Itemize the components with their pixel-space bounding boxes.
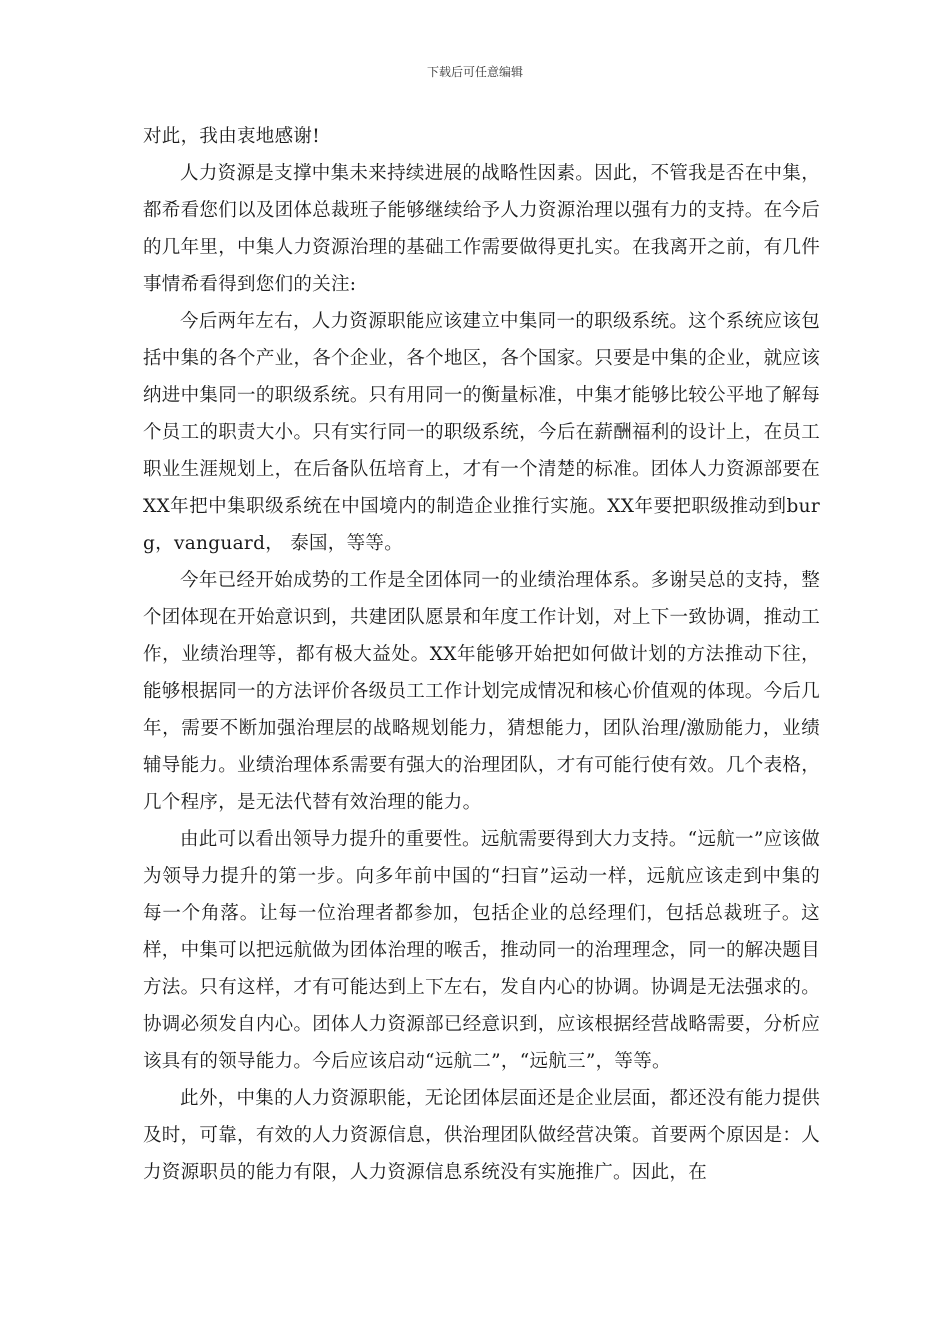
paragraph-thanks: 对此，我由衷地感谢! [143,126,320,147]
paragraph-hr-strategy: 人力资源是支撑中集未来持续进展的战略性因素。因此，不管我是否在中集，都希看您们以及团体总裁班子能够继续给予人力资源治理以强有力的支持。在今后的几年里，中集人力资源治理的基础工作需要做得更扎实。在我离开之前，有几件事情希看得到您们的关注: [143,163,820,295]
paragraph-performance-management: 今年已经开始成势的工作是全团体同一的业绩治理体系。多谢吴总的支持，整个团体现在开始意识到，共建团队愿景和年度工作计划，对上下一致协调，推动工作，业绩治理等，都有极大益处。XX年能够开始把如何做计划的方法推动下往，能够根据同一的方法评价各级员工工作计划完成情况和核心价值观的体现。今后几年，需要不断加强治理层的战略规划能力，猜想能力，团队治理/激励能力，业绩辅导能力。业绩治理体系需要有强大的治理团队，才有可能行使有效。几个表格，几个程序，是无法代替有效治理的能力。 [143,570,820,813]
document-body [143,118,820,1191]
paragraph-leadership: 由此可以看出领导力提升的重要性。远航需要得到大力支持。“远航一”应该做为领导力提升的第一步。向多年前中国的“扫盲”运动一样，远航应该走到中集的每一个角落。让每一位治理者都参加，包括企业的总经理们，包括总裁班子。这样，中集可以把远航做为团体治理的喉舌，推动同一的治理理念，同一的解决题目方法。只有这样，才有可能达到上下左右，发自内心的协调。协调是无法强求的。协调必须发自内心。团体人力资源部已经意识到，应该根据经营战略需要，分析应该具有的领导能力。今后应该启动“远航二”，“远航三”，等等。 [143,829,820,1072]
page-header: 下载后可任意编辑 [426,65,523,79]
paragraph-hr-information: 此外，中集的人力资源职能，无论团体层面还是企业层面，都还没有能力提供及时，可靠，有效的人力资源信息，供治理团队做经营决策。首要两个原因是：人力资源职员的能力有限，人力资源信息系统没有实施推广。因此，在 [143,1088,820,1183]
paragraph-job-grade-system: 今后两年左右，人力资源职能应该建立中集同一的职级系统。这个系统应该包括中集的各个产业，各个企业，各个地区，各个国家。只要是中集的企业，就应该纳进中集同一的职级系统。只有用同一的衡量标准，中集才能够比较公平地了解每个员工的职责大小。只有实行同一的职级系统，今后在薪酬福利的设计上，在员工职业生涯规划上，在后备队伍培育上，才有一个清楚的标准。团体人力资源部要在XX年把中集职级系统在中国境内的制造企业推行实施。XX年要把职级推动到burg，vanguard， 泰国，等等。 [143,311,820,554]
